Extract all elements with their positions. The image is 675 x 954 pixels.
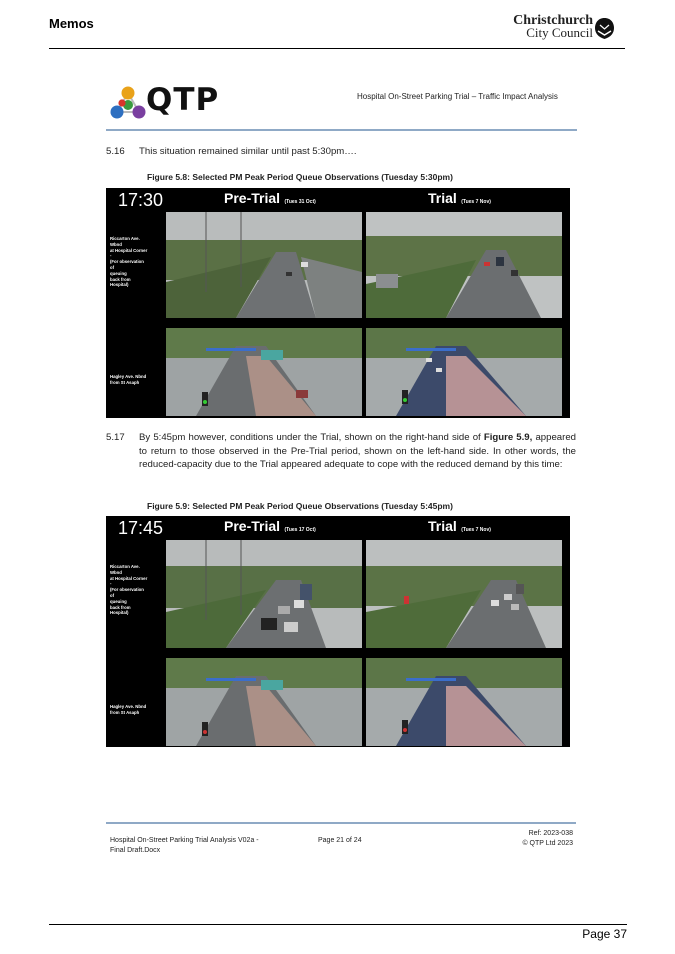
trial-date: (Tues 7 Nov) — [461, 527, 491, 533]
label-line: back from — [110, 276, 131, 282]
footer-page-of: Page 21 of 24 — [318, 837, 362, 844]
footer-rule — [106, 822, 576, 824]
footer-ref-line: Ref: 2023-038 — [528, 830, 573, 837]
page-number: Page 37 — [582, 927, 627, 941]
figure-caption: Figure 5.8: Selected PM Peak Period Queue Observations (Tuesday 5:30pm) — [147, 172, 453, 182]
label-line: queuing — [110, 270, 127, 276]
paragraph-text: This situation remained similar until past 5:30pm…. — [139, 146, 357, 157]
camera-image-hagley-trial — [366, 328, 562, 416]
paragraph-number: 5.17 — [106, 432, 125, 443]
pre-trial-date: (Tues 17 Oct) — [284, 527, 316, 533]
camera-location-label — [110, 704, 162, 716]
paragraph-text-part: By 5:45pm however, conditions under the Trial, shown on the right-hand side of — [139, 432, 484, 443]
council-name — [513, 15, 593, 39]
camera-image-hagley-trial — [366, 658, 562, 746]
label-line: (For observation — [110, 259, 144, 265]
footer-doc-name-line: Final Draft.Docx — [110, 847, 161, 854]
trial-title: Trial — [428, 518, 457, 534]
camera-image-riccarton-pre-trial — [166, 212, 362, 318]
label-line: Hospital) — [110, 610, 129, 616]
label-line: of — [110, 264, 115, 270]
figure-5-8-panel — [106, 188, 570, 418]
report-header-rule — [106, 129, 577, 131]
pre-trial-title: Pre-Trial — [224, 190, 281, 206]
trial-heading — [428, 518, 491, 536]
label-line: Riccarton Ave. — [110, 236, 140, 241]
camera-location-label — [110, 374, 162, 386]
trial-date: (Tues 7 Nov) — [461, 199, 491, 205]
camera-image-hagley-pre-trial — [166, 328, 362, 416]
pre-trial-date: (Tues 31 Oct) — [284, 199, 316, 205]
label-line: - — [110, 253, 112, 259]
qtp-molecule-icon — [109, 84, 147, 122]
label-line: from St Asaph — [110, 709, 140, 715]
label-line: - — [110, 581, 112, 587]
council-line2: City Council — [526, 25, 593, 40]
council-logo-icon — [594, 17, 615, 40]
label-line: from St Asaph — [110, 379, 140, 385]
paragraph-text — [139, 431, 576, 472]
camera-location-label — [110, 564, 162, 616]
label-line: back from — [110, 604, 131, 610]
label-line: at Hospital Corner — [110, 575, 148, 581]
label-line: Wbnd — [110, 241, 122, 247]
footer-doc-name-line: Hospital On-Street Parking Trial Analysis V02a - — [110, 837, 259, 844]
label-line: Riccarton Ave. — [110, 564, 140, 569]
figure-time: 17:30 — [118, 190, 164, 210]
trial-title: Trial — [428, 190, 457, 206]
memo-label: Memos — [49, 16, 94, 31]
label-line: (For observation — [110, 587, 144, 593]
header-rule — [49, 48, 625, 49]
footer-doc-name — [110, 836, 259, 856]
pre-trial-title: Pre-Trial — [224, 518, 281, 534]
paragraph-number: 5.16 — [106, 146, 125, 157]
page-footer-rule — [49, 924, 627, 925]
label-line: Hagley Ave. Nbnd — [110, 704, 147, 709]
figure-time: 17:45 — [118, 518, 164, 538]
camera-image-riccarton-trial — [366, 540, 562, 648]
camera-image-hagley-pre-trial — [166, 658, 362, 746]
label-line: of — [110, 592, 115, 598]
qtp-logo-text: QTP — [146, 82, 220, 118]
figure-caption: Figure 5.9: Selected PM Peak Period Queue Observations (Tuesday 5:45pm) — [147, 501, 453, 511]
camera-image-riccarton-trial — [366, 212, 562, 318]
figure-reference: Figure 5.9, — [483, 432, 533, 443]
footer-ref — [522, 829, 573, 849]
trial-heading — [428, 190, 491, 208]
label-line: Hospital) — [110, 282, 129, 288]
camera-location-label — [110, 236, 162, 288]
council-line1: Christchurch — [513, 13, 593, 28]
label-line: at Hospital Corner — [110, 247, 148, 253]
report-title: Hospital On-Street Parking Trial – Traffic Impact Analysis — [357, 92, 558, 101]
pre-trial-heading — [224, 190, 316, 208]
figure-5-9-panel — [106, 516, 570, 747]
paragraph-text-part: appeared to return to those observed in the Pre-Trial period, shown on the left-hand side. In other words, the reduced-capacity due to the Trial appeared adequate to cope with the reduced demand by this time: — [139, 432, 576, 471]
camera-image-riccarton-pre-trial — [166, 540, 362, 648]
pre-trial-heading — [224, 518, 316, 536]
label-line: queuing — [110, 598, 127, 604]
label-line: Hagley Ave. Nbnd — [110, 374, 147, 379]
label-line: Wbnd — [110, 569, 122, 575]
footer-copyright: © QTP Ltd 2023 — [522, 840, 573, 847]
